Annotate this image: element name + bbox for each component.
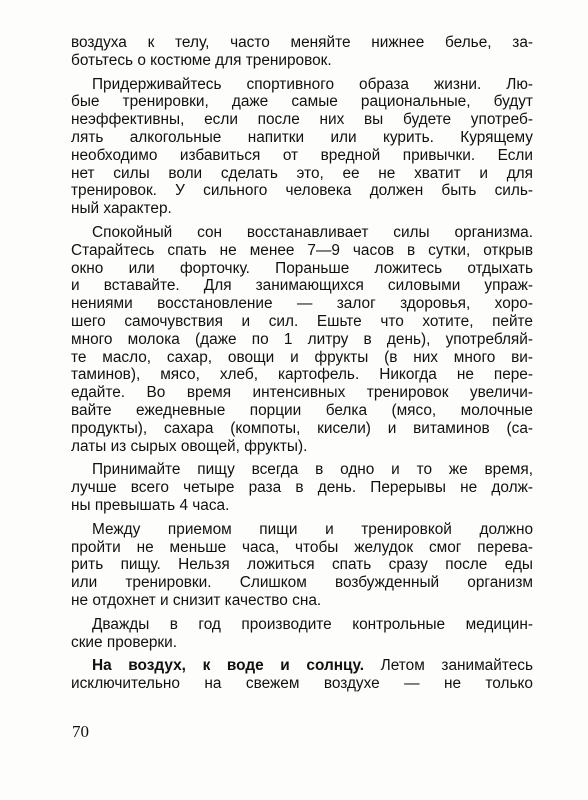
text-line: лять алкогольные напитки или курить. Курящему [71,128,533,146]
text-line: исключительно на свежем воздухе — не только [71,675,533,693]
paragraph-meal-schedule [71,461,533,514]
text-line: ские проверки. [71,633,178,651]
text-line: латы из сырых овощей, фрукты). [71,437,308,455]
text-line: или тренировки. Слишком возбужденный организм [71,574,533,592]
text-line: окно или форточку. Пораньше ложитесь отдыхать [71,259,533,277]
text-fragment: Летом занимайтесь [363,657,533,675]
text-line: воздуха к телу, часто меняйте нижнее белье, за- [71,34,533,51]
text-line: Старайтесь спать не менее 7—9 часов в сутки, открыв [71,241,533,259]
text-line: таминов), мясо, хлеб, картофель. Никогда не пере- [71,366,533,384]
paragraph-outdoors [71,657,533,693]
text-line: ны превышать 4 часа. [71,496,230,514]
text-line: Дважды в год производите контрольные медицин- [92,615,533,633]
paragraph-lifestyle [71,76,533,218]
paragraph-clothing [71,34,533,70]
paragraph-meal-training-gap [71,521,533,610]
page-number: 70 [72,722,89,741]
text-line: много молока (даже по 1 литру в день), употребляй- [71,330,533,348]
text-line: лучше всего четыре раза в день. Перерывы не долж- [71,479,533,497]
section-run-in-heading: На воздух, к воде и солнцу. [92,657,364,675]
text-line: бые тренировки, даже самые рациональные, будут [71,93,533,111]
text-line: ный характер. [71,200,172,218]
body-text [71,34,533,699]
text-line: рить пищу. Нельзя ложиться спать сразу после еды [71,556,533,574]
text-line: Принимайте пищу всегда в одно и то же время, [92,461,533,479]
text-line: неэффективны, если после них вы будете употреб- [71,111,533,129]
text-line [71,657,533,675]
text-line: необходимо избавиться от вредной привычки. Если [71,146,533,164]
text-line: те масло, сахар, овощи и фрукты (в них много ви- [71,348,533,366]
text-line: вайте ежедневные порции белка (мясо, молочные [71,401,533,419]
text-line: тренировок. У сильного человека должен быть силь- [71,182,533,200]
text-line: нет силы воли сделать это, ее не хватит и для [71,164,533,182]
text-line: ботьтесь о костюме для тренировок. [71,51,332,69]
text-line: нениями восстановление — залог здоровья, хоро- [71,295,533,313]
text-line: Придерживайтесь спортивного образа жизни. Лю- [92,75,533,93]
text-line: продукты), сахара (компоты, кисели) и витаминов (са- [71,419,533,437]
paragraph-medical-checks [71,616,533,652]
text-line: не отдохнет и снизит качество сна. [71,591,322,609]
text-line: пройти не меньше часа, чтобы желудок смог перева- [71,538,533,556]
text-line: едайте. Во время интенсивных тренировок увеличи- [71,384,533,402]
paragraph-sleep-nutrition [71,224,533,455]
text-line: и вставайте. Для занимающихся силовыми упраж- [71,277,533,295]
text-line: шего самочувствия и сил. Ешьте что хотите, пейте [71,312,533,330]
text-line: Спокойный сон восстанавливает силы организма. [92,223,533,241]
text-line: Между приемом пищи и тренировкой должно [92,520,533,538]
